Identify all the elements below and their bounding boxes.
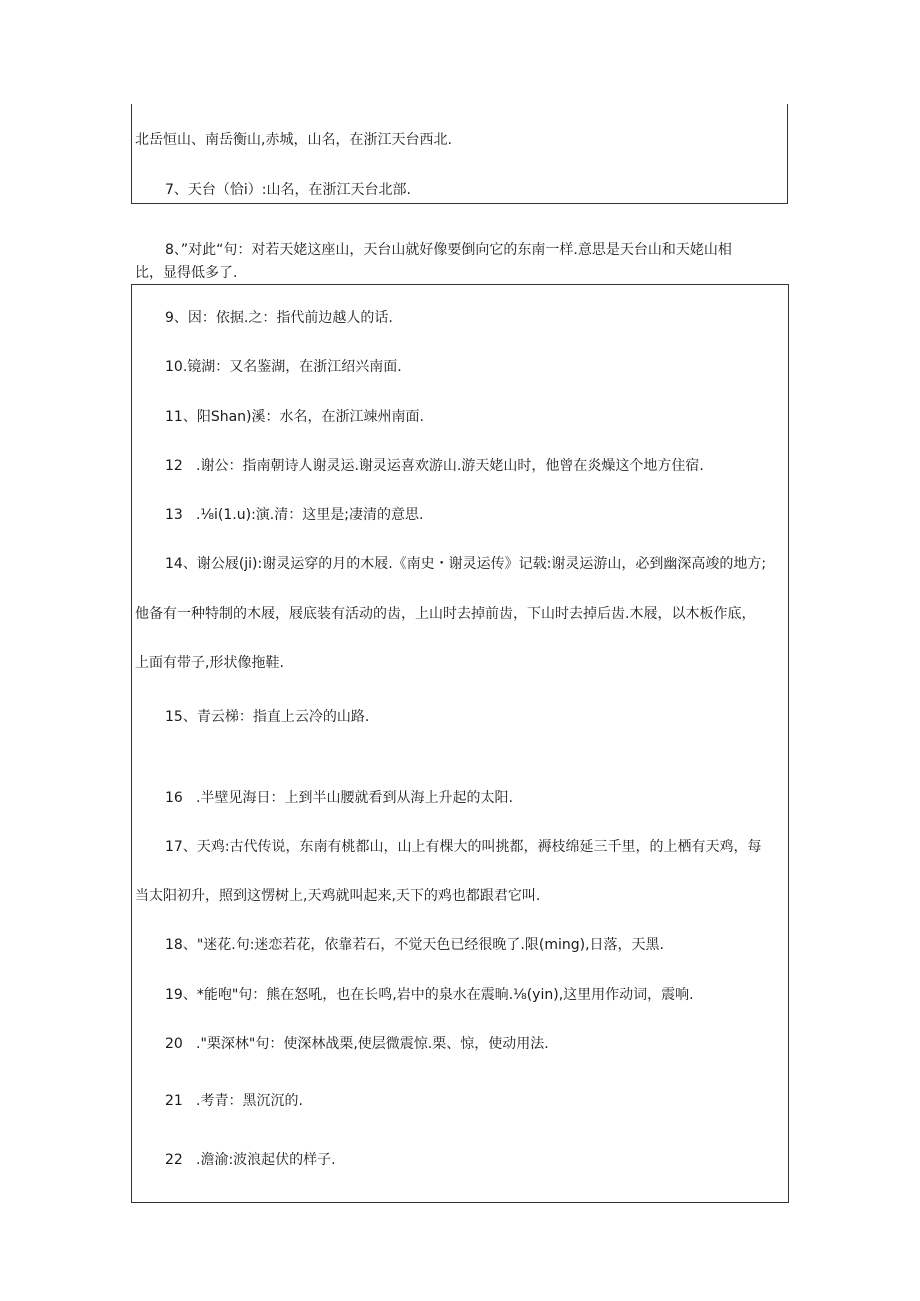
- note-16: [165, 788, 513, 808]
- note-14-line-1: 14、谢公屐(ji):谢灵运穿的月的木屐.《南史・谢灵运传》记载:谢灵运游山，必到幽深高竣的地方;: [165, 556, 767, 572]
- note-13-text: .⅛i(1.u):演.清：这里是;凄清的意思.: [196, 507, 424, 523]
- note-21: [165, 1091, 303, 1111]
- note-21-number: 21: [165, 1093, 183, 1109]
- note-18: 18、"迷花.句:迷恋若花，依靠若石，不觉天色已经很晚了.限(ming),日落，天黑.: [165, 937, 664, 953]
- note-20: [165, 1034, 549, 1054]
- note-7: 7、天台（恰i）:山名，在浙江天台北部.: [165, 182, 411, 198]
- note-22-number: 22: [165, 1152, 183, 1168]
- note-10: 10.镜湖：又名鉴湖，在浙江绍兴南面.: [165, 359, 402, 375]
- note-17-line-1: 17、天鸡:古代传说，东南有桃都山，山上有棵大的叫挑都，褥枝绵延三千里，的上栖有天鸡，每: [165, 839, 762, 855]
- note-22-text: .澹渝:波浪起伏的样子.: [196, 1152, 336, 1168]
- note-21-text: .考青：黑沉沉的.: [196, 1093, 303, 1109]
- note-11: 11、阳Shan)溪：水名，在浙江竦州南面.: [165, 409, 424, 425]
- note-16-text: .半壁见海日：上到半山腰就看到从海上升起的太阳.: [196, 790, 513, 806]
- note-9: 9、因：依据.之：指代前边越人的话.: [165, 310, 393, 326]
- note-19: 19、*能咆"句：熊在怒吼，也在长鸣,岩中的泉水在震晌.⅛(yin),这里用作动词，震响.: [165, 987, 694, 1003]
- note-15: 15、青云梯：指直上云冷的山路.: [165, 709, 370, 725]
- note-14-line-3: 上面有带子,形状像拖鞋.: [135, 655, 284, 671]
- note-14-line-2: 他备有一种特制的木屐，屐底装有活动的齿，上山时去掉前齿，下山时去掉后齿.木屐，以木板作底，: [135, 606, 756, 622]
- note-16-number: 16: [165, 790, 183, 806]
- note-13: [165, 505, 423, 525]
- note-20-text: ."栗深林"句：使深林战栗,使层微震惊.栗、惊，使动用法.: [196, 1036, 549, 1052]
- note-8-line-2: 比，显得低多了.: [135, 265, 238, 281]
- note-8-line-1: 8、”对此“句：对若天姥这座山，天台山就好像要倒向它的东南一样.意思是天台山和天姥山相: [165, 242, 732, 258]
- note-17-line-2: 当太阳初升，照到这愣树上,天鸡就叫起来,天下的鸡也都跟君它叫.: [135, 888, 541, 904]
- note-20-number: 20: [165, 1036, 183, 1052]
- note-12-text: .谢公：指南朝诗人谢灵运.谢灵运喜欢游山.游天姥山时，他曾在炎燥这个地方住宿.: [196, 458, 704, 474]
- note-6-continuation: 北岳恒山、南岳衡山,赤城，山名，在浙江天台西北.: [135, 132, 452, 148]
- note-13-number: 13: [165, 507, 183, 523]
- note-12: [165, 456, 704, 476]
- note-22: [165, 1150, 336, 1170]
- note-12-number: 12: [165, 458, 183, 474]
